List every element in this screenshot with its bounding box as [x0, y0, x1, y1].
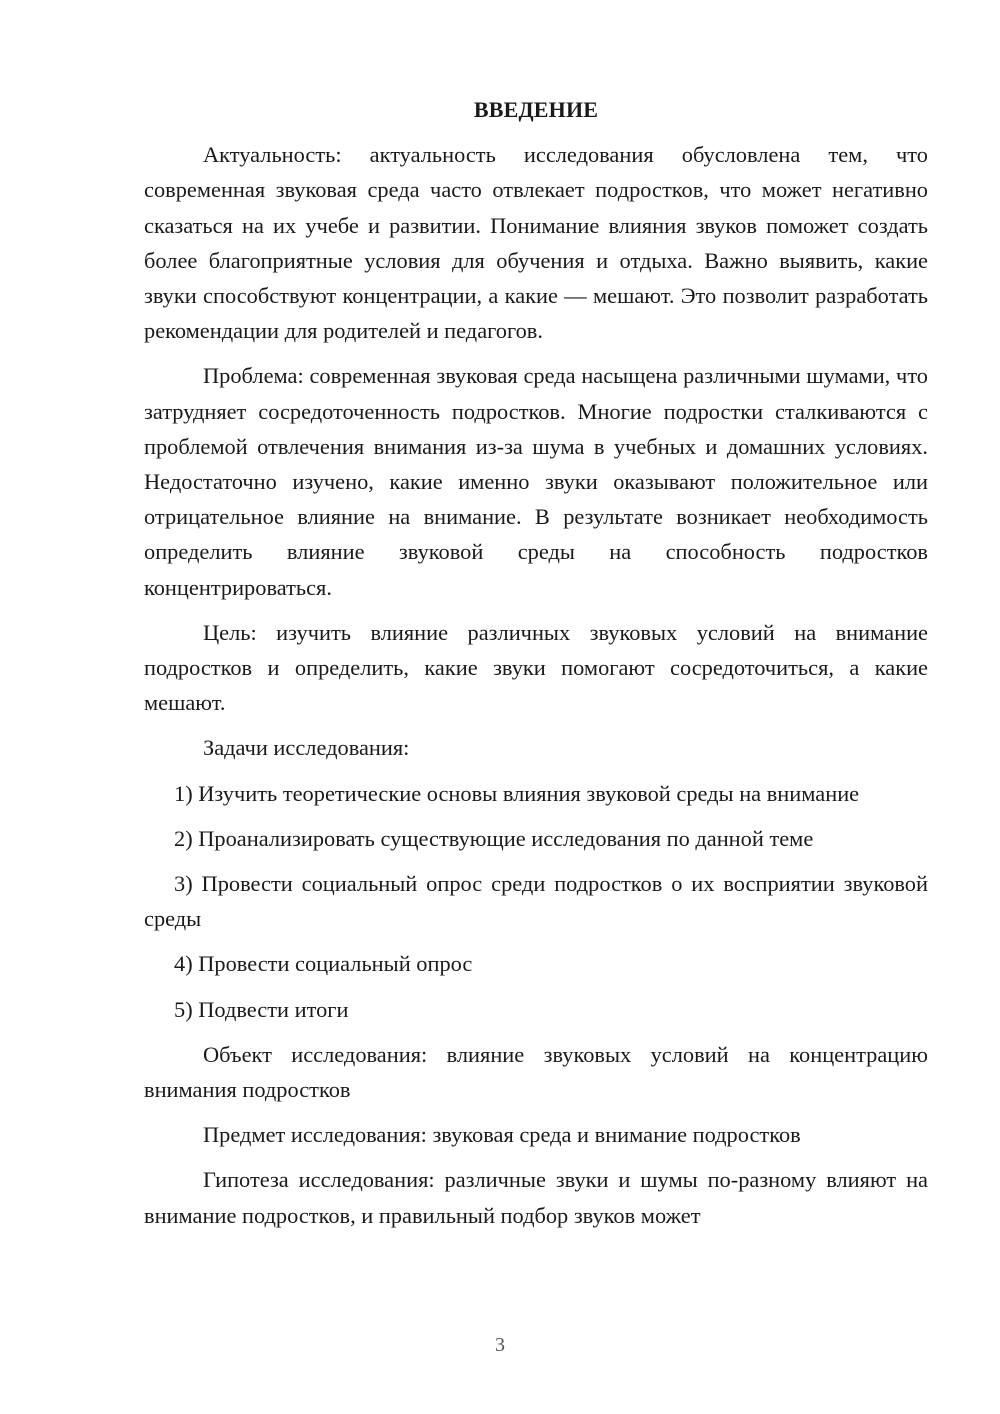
- problem-paragraph: Проблема: современная звуковая среда насыщена различными шумами, что затрудняет сосредоточенность подростков. Многие подростки сталкиваются с проблемой отвлечения внимания из-за шума в учебных и домашних условиях. Недостаточно изучено, какие именно звуки оказывают положительное или отрицательное влияние на внимание. В результате возникает необходимость определить влияние звуковой среды на способность подростков концентрироваться.: [144, 363, 928, 600]
- tasks-heading: Задачи исследования:: [203, 735, 410, 761]
- task-item-3: 3) Провести социальный опрос среди подростков о их восприятии звуковой среды: [144, 871, 928, 932]
- subject-paragraph: Предмет исследования: звуковая среда и внимание подростков: [203, 1122, 801, 1148]
- task-item-2: 2) Проанализировать существующие исследования по данной теме: [174, 825, 814, 851]
- object-paragraph: Объект исследования: влияние звуковых условий на концентрацию внимания подростков: [144, 1041, 928, 1103]
- task-item-5: 5) Подвести итоги: [174, 996, 349, 1022]
- page-number: 3: [495, 1334, 505, 1356]
- task-item-1: 1) Изучить теоретические основы влияния звуковой среды на внимание: [174, 780, 860, 806]
- page-content: [144, 92, 928, 1243]
- task-item-4: 4) Провести социальный опрос: [174, 951, 473, 977]
- goal-paragraph: Цель: изучить влияние различных звуковых условий на внимание подростков и определить, какие звуки помогают сосредоточиться, а какие мешают.: [144, 619, 928, 716]
- hypothesis-paragraph: Гипотеза исследования: различные звуки и шумы по-разному влияют на внимание подростков, и правильный подбор звуков может: [144, 1167, 928, 1228]
- section-heading: ВВЕДЕНИЕ: [473, 97, 599, 122]
- relevance-paragraph: Актуальность: актуальность исследования обусловлена тем, что современная звуковая среда часто отвлекает подростков, что может негативно сказаться на их учебе и развитии. Понимание влияния звуков поможет создать более благоприятные условия для обучения и отдыха. Важно выявить, какие звуки способствуют концентрации, а какие — мешают. Это позволит разработать рекомендации для родителей и педагогов.: [144, 142, 928, 344]
